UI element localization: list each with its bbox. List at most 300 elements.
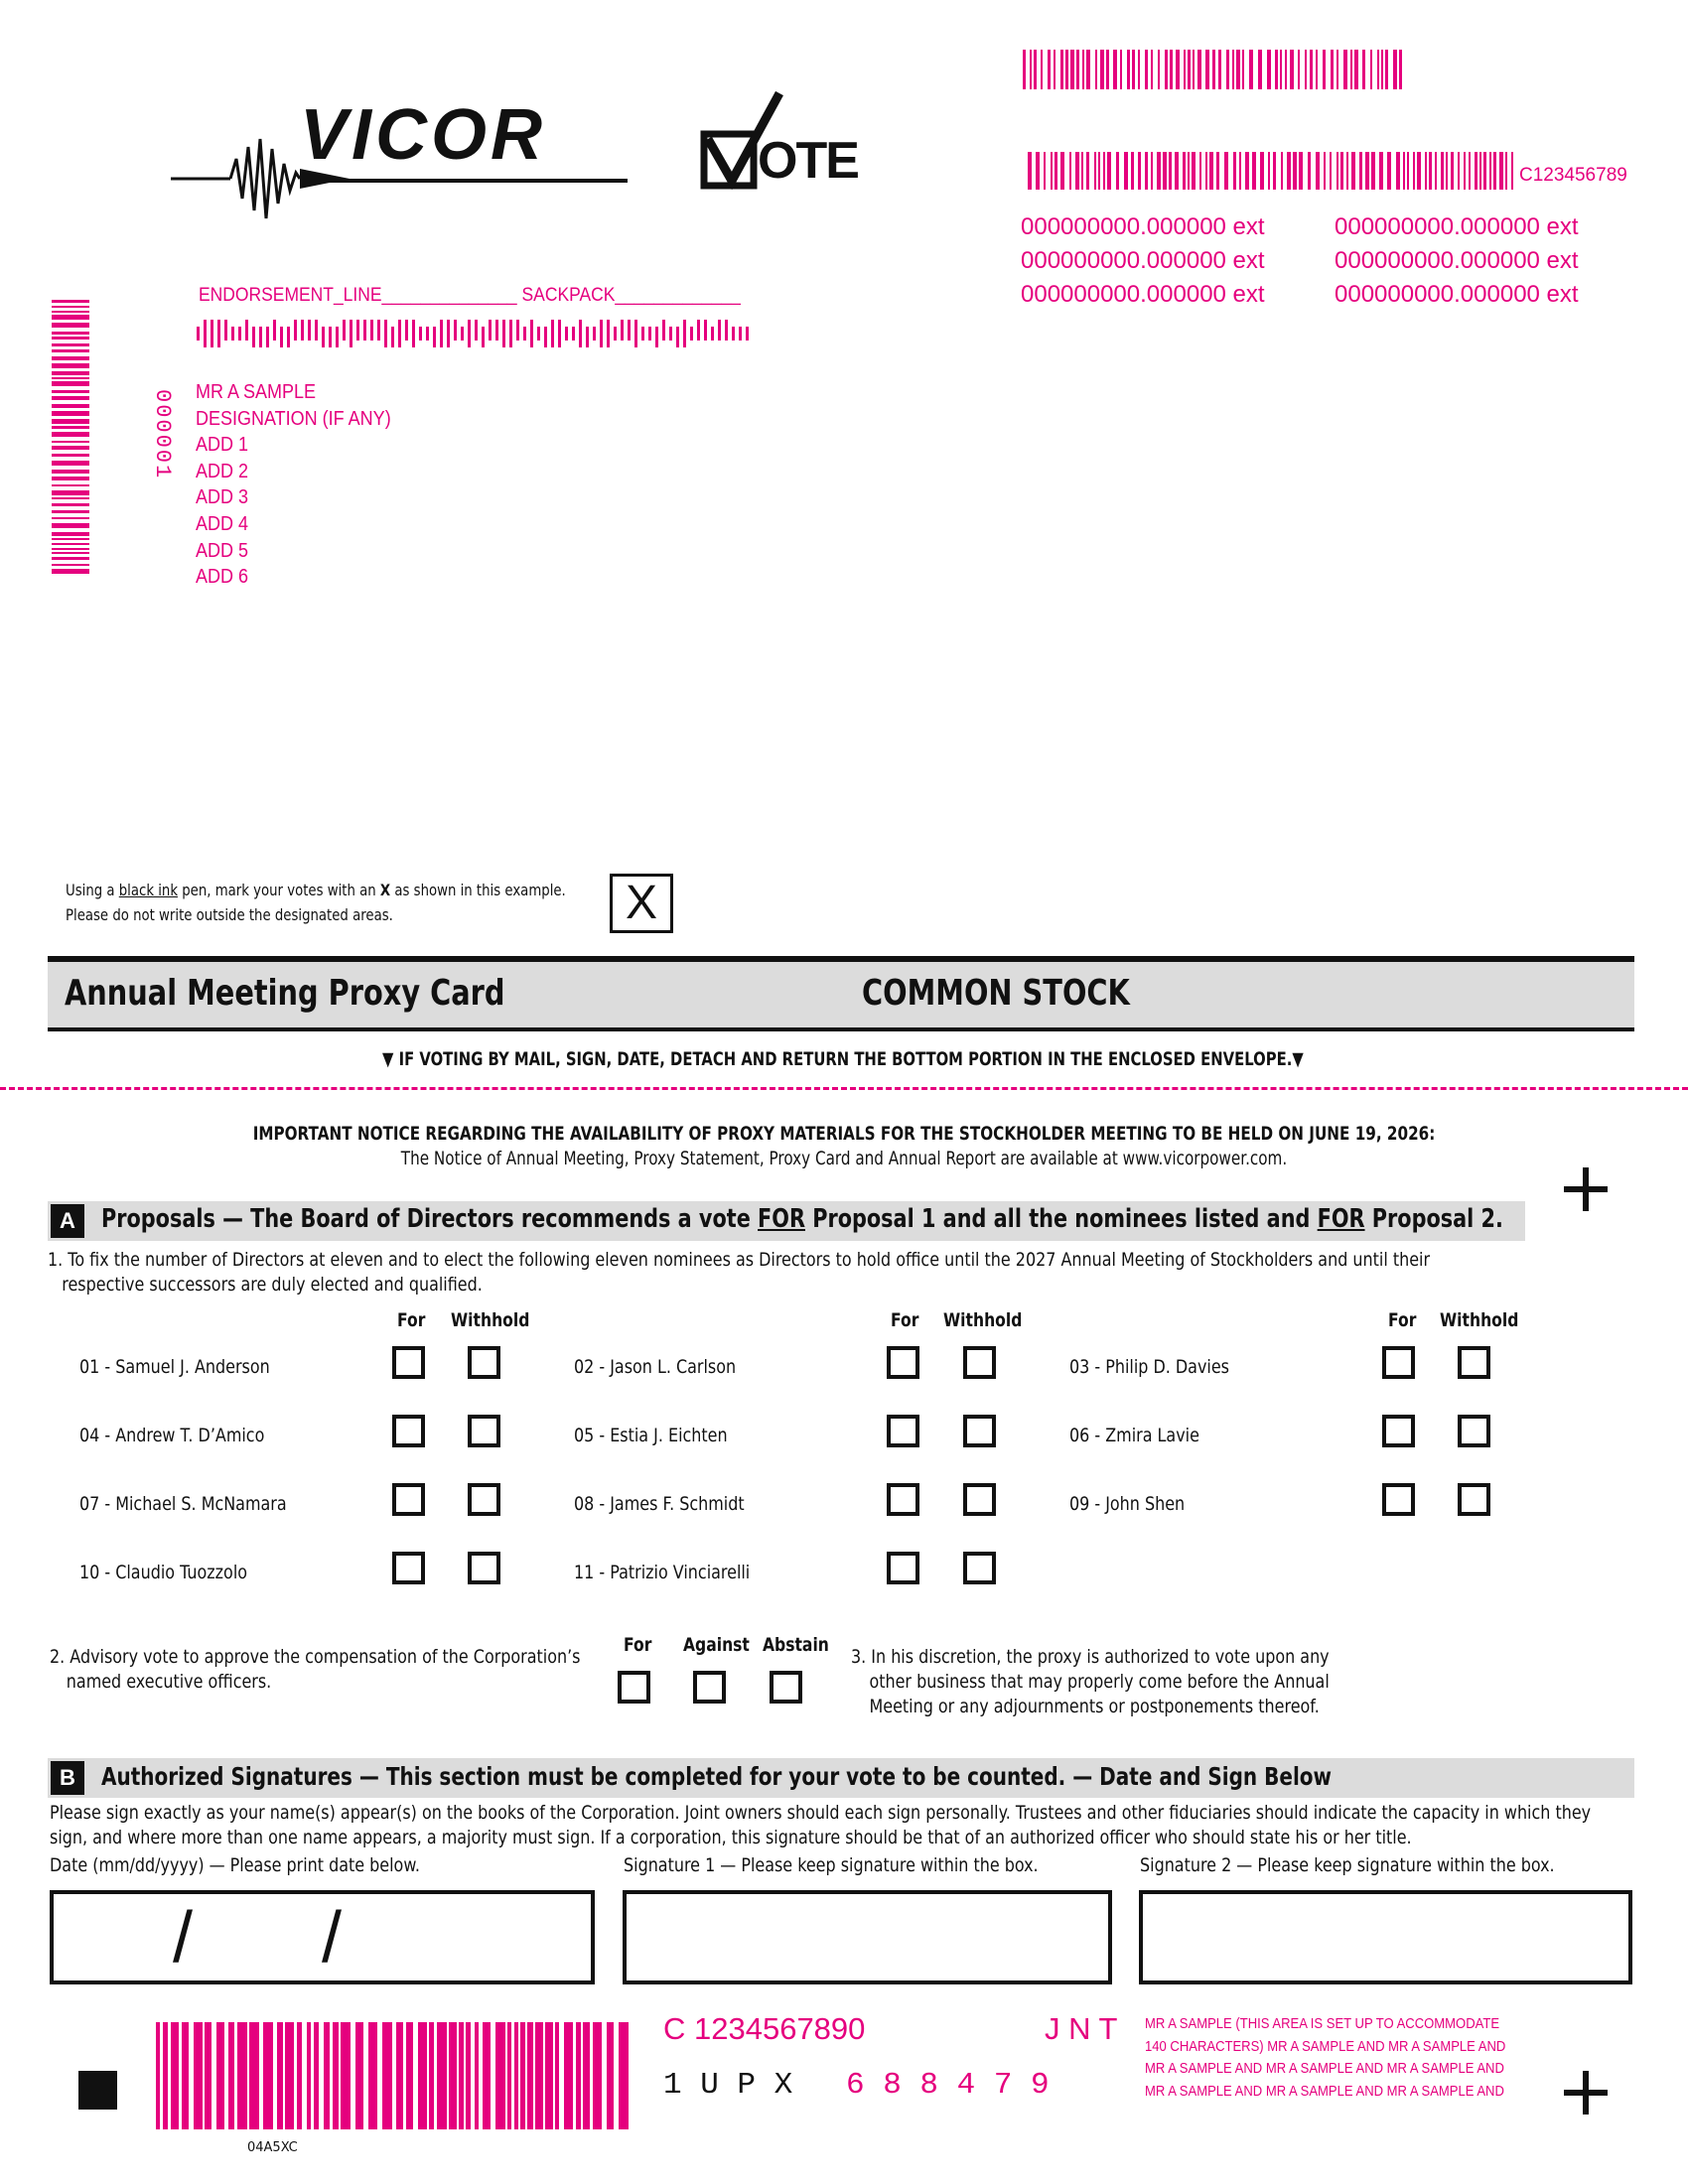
barcode-bar	[1127, 50, 1130, 89]
barcode-bar	[564, 2022, 573, 2129]
barcode-bar	[1258, 50, 1262, 89]
barcode-bar	[52, 371, 89, 375]
barcode-bar	[1287, 152, 1291, 190]
signature-2-box[interactable]	[1139, 1890, 1632, 1984]
barcode-bar	[52, 337, 89, 340]
barcode-bar	[454, 320, 457, 341]
barcode-bar	[1224, 152, 1228, 190]
barcode-bar	[217, 320, 220, 347]
example-mark-box: X	[610, 874, 673, 933]
nominee-06-withhold-checkbox[interactable]	[1458, 1415, 1490, 1447]
barcode-bar	[405, 320, 408, 341]
barcode-bar	[1070, 50, 1074, 89]
barcode-bar	[1393, 50, 1397, 89]
barcode-bar	[537, 327, 540, 341]
barcode-bar	[1354, 50, 1358, 89]
barcode-bar	[433, 327, 436, 347]
barcode-bar	[1299, 152, 1303, 190]
barcode-bar	[156, 2022, 160, 2129]
instruction-x: X	[379, 881, 391, 899]
notice-line-1: IMPORTANT NOTICE REGARDING THE AVAILABILITY OF PROXY MATERIALS FOR THE STOCKHOLDER MEETING TO BE HELD ON JUNE 19, 2026:	[252, 1123, 1436, 1145]
barcode-bar	[1362, 50, 1365, 89]
barcode-bar	[1308, 152, 1311, 190]
barcode-bar	[52, 517, 89, 519]
section-a-title	[101, 1204, 1503, 1234]
proposal-3-line: Meeting or any adjournments or postponements thereof.	[869, 1696, 1320, 1717]
barcode-bar	[1252, 152, 1256, 190]
sample-text-block	[1145, 2013, 1505, 2103]
barcode-bar	[1188, 50, 1191, 89]
section-b-body	[50, 1801, 1591, 1850]
barcode-bar	[1469, 152, 1471, 190]
sequence-number: 6 8 8 4 7 9	[846, 2068, 1050, 2103]
barcode-bar	[1197, 50, 1201, 89]
barcode-bar	[308, 320, 311, 341]
barcode-bar	[447, 320, 450, 347]
barcode-bar	[489, 320, 492, 341]
barcode-bar	[280, 327, 283, 347]
barcode-bar	[363, 320, 366, 341]
barcode-bar	[1324, 152, 1326, 190]
nominee-11-withhold-checkbox[interactable]	[963, 1552, 996, 1584]
barcode-bar	[1192, 152, 1196, 190]
proposal-1-line: 1. To fix the number of Directors at eleven and to elect the following eleven nominees as Directors to hold office until the 2027 Annual Meeting of Stockholders and until their	[48, 1249, 1431, 1271]
barcode-bar	[315, 320, 318, 341]
side-code: 000001	[150, 389, 175, 480]
nominee-06-for-checkbox[interactable]	[1382, 1415, 1415, 1447]
barcode-bar	[600, 320, 603, 347]
barcode-bar	[579, 320, 582, 347]
barcode-bar	[384, 320, 387, 347]
barcode-bar	[52, 543, 89, 545]
address-line: DESIGNATION (IF ANY)	[196, 407, 391, 430]
barcode-bar	[475, 2022, 479, 2129]
jnt-code: J N T	[1045, 2011, 1118, 2046]
form-code: 04A5XC	[247, 2140, 298, 2155]
plus-registration-icon	[1564, 1167, 1608, 1211]
barcode-bar	[231, 327, 234, 341]
nominee-10-withhold-checkbox[interactable]	[468, 1552, 500, 1584]
proposal-3-line: other business that may properly come before the Annual	[869, 1671, 1330, 1693]
barcode-bar	[565, 327, 568, 341]
second-barcode	[1028, 152, 1519, 190]
nominee-name: 11 - Patrizio Vinciarelli	[574, 1562, 751, 1583]
barcode-bar	[426, 327, 429, 341]
barcode-bar	[461, 327, 464, 341]
barcode-bar	[1350, 50, 1352, 89]
barcode-bar	[527, 2022, 533, 2129]
nominee-09-for-checkbox[interactable]	[1382, 1483, 1415, 1516]
nominee-04-withhold-checkbox[interactable]	[468, 1415, 500, 1447]
barcode-bar	[607, 2022, 614, 2129]
barcode-bar	[1055, 152, 1057, 190]
barcode-bar	[52, 441, 89, 443]
proposal-1-text	[48, 1248, 1430, 1297]
sample-text-line: MR A SAMPLE (THIS AREA IS SET UP TO ACCOMMODATE	[1145, 2016, 1500, 2032]
barcode-bar	[475, 320, 478, 341]
barcode-bar	[1124, 152, 1128, 190]
notice-line-2: The Notice of Annual Meeting, Proxy Statement, Proxy Card and Annual Report are available at www.vicorpower.com.	[400, 1148, 1288, 1169]
barcode-bar	[216, 2022, 224, 2129]
barcode-bar	[739, 327, 742, 341]
col-for: For	[891, 1309, 919, 1331]
barcode-bar	[1205, 152, 1207, 190]
nominee-08-for-checkbox[interactable]	[887, 1483, 919, 1516]
barcode-bar	[502, 320, 505, 347]
ext-line: 000000000.000000 ext	[1335, 247, 1579, 274]
barcode-bar	[1385, 50, 1388, 89]
instruction-line-2: Please do not write outside the designated areas.	[66, 905, 393, 924]
barcode-bar	[52, 311, 89, 313]
address-line: ADD 2	[196, 460, 249, 482]
triangle-down-icon: ▼	[382, 1048, 399, 1070]
barcode-bar	[1216, 152, 1219, 190]
barcode-bar	[514, 2022, 518, 2129]
barcode-bar	[52, 461, 89, 466]
nominee-10-for-checkbox[interactable]	[392, 1552, 425, 1584]
barcode-bar	[583, 2022, 590, 2129]
barcode-bar	[614, 327, 617, 341]
upx-code: 1 U P X	[663, 2068, 793, 2103]
barcode-bar	[324, 2022, 330, 2129]
barcode-bar	[52, 363, 89, 368]
sample-text-line: MR A SAMPLE AND MR A SAMPLE AND MR A SAMPLE AND	[1145, 2083, 1504, 2100]
barcode-bar	[52, 548, 89, 550]
vicor-logo-text: VICOR	[300, 95, 547, 175]
barcode-bar	[205, 2022, 211, 2129]
barcode-bar	[1399, 50, 1402, 89]
barcode-bar	[1381, 50, 1383, 89]
instruction-line-1	[66, 878, 566, 902]
barcode-bar	[507, 2022, 511, 2129]
barcode-bar	[1290, 50, 1294, 89]
barcode-bar	[52, 404, 89, 408]
nominee-name: 05 - Estia J. Eichten	[574, 1425, 728, 1446]
barcode-bar	[1323, 50, 1326, 89]
barcode-bar	[1336, 50, 1338, 89]
barcode-bar	[1107, 152, 1111, 190]
barcode-bar	[1298, 50, 1300, 89]
barcode-bar	[1086, 152, 1089, 190]
barcode-bar	[1293, 152, 1297, 190]
barcode-bar	[1163, 152, 1167, 190]
barcode-bar	[1365, 152, 1369, 190]
sample-text-line: 140 CHARACTERS) MR A SAMPLE AND MR A SAMPLE AND	[1145, 2038, 1506, 2055]
nominee-03-for-checkbox[interactable]	[1382, 1346, 1415, 1379]
barcode-bar	[1458, 152, 1460, 190]
barcode-bar	[1242, 50, 1244, 89]
ext-line: 000000000.000000 ext	[1335, 281, 1579, 308]
barcode-bar	[1425, 152, 1427, 190]
instruction-black-ink: black ink	[118, 881, 179, 899]
barcode-bar	[259, 327, 262, 347]
barcode-bar	[1475, 152, 1477, 190]
barcode-bar	[1086, 50, 1090, 89]
col-withhold: Withhold	[1440, 1309, 1519, 1331]
registration-square	[78, 2071, 117, 2110]
col-withhold: Withhold	[451, 1309, 530, 1331]
barcode-bar	[182, 2022, 189, 2129]
barcode-bar	[333, 2022, 339, 2129]
instruction-text: pen, mark your votes with an	[178, 881, 380, 899]
barcode-bar	[545, 2022, 553, 2129]
barcode-bar	[1446, 152, 1448, 190]
barcode-bar	[52, 510, 89, 513]
nominee-09-withhold-checkbox[interactable]	[1458, 1483, 1490, 1516]
card-title: Annual Meeting Proxy Card	[65, 973, 505, 1014]
account-code: C123456789	[1519, 165, 1627, 186]
nominee-name: 04 - Andrew T. D’Amico	[79, 1425, 265, 1446]
barcode-bar	[1346, 152, 1348, 190]
address-line: ADD 1	[196, 434, 249, 457]
barcode-bar	[52, 454, 89, 457]
barcode-bar	[301, 320, 304, 341]
proposal-2-against-checkbox[interactable]	[693, 1671, 726, 1704]
barcode-bar	[343, 320, 346, 341]
signature-1-label: Signature 1 — Please keep signature within the box.	[624, 1854, 1039, 1876]
section-a-for: FOR	[1317, 1204, 1365, 1234]
header-bottom-rule	[48, 1027, 1634, 1031]
barcode-bar	[1429, 152, 1432, 190]
stock-type: COMMON STOCK	[862, 973, 1130, 1014]
barcode-bar	[52, 426, 89, 429]
barcode-bar	[1169, 152, 1172, 190]
barcode-bar	[1205, 50, 1209, 89]
barcode-bar	[1170, 50, 1173, 89]
nominee-02-withhold-checkbox[interactable]	[963, 1346, 996, 1379]
barcode-bar	[1030, 50, 1032, 89]
barcode-bar	[52, 569, 89, 574]
barcode-bar	[52, 300, 89, 303]
nominee-04-for-checkbox[interactable]	[392, 1415, 425, 1447]
nominee-05-withhold-checkbox[interactable]	[963, 1415, 996, 1447]
barcode-bar	[245, 320, 248, 341]
barcode-bar	[238, 327, 241, 341]
barcode-bar	[1273, 152, 1276, 190]
section-b-letter: B	[51, 1761, 84, 1795]
barcode-bar	[1145, 50, 1148, 89]
endorsement-line: ENDORSEMENT_LINE______________ SACKPACK_____________	[199, 285, 741, 306]
barcode-bar	[1028, 152, 1032, 190]
barcode-bar	[1184, 50, 1186, 89]
section-b-body-line: Please sign exactly as your name(s) appear(s) on the books of the Corporation. Joint owners should each sign personally. Trustees and other fiduciaries should indicate the capacity in which they	[50, 1802, 1592, 1824]
barcode-bar	[204, 320, 207, 347]
barcode-bar	[523, 327, 526, 341]
barcode-bar	[704, 320, 707, 341]
ext-lines-right	[1335, 210, 1579, 312]
ext-line: 000000000.000000 ext	[1021, 281, 1265, 308]
barcode-bar	[52, 538, 89, 540]
barcode-bar	[52, 356, 89, 360]
proposal-1-line: respective successors are duly elected and qualified.	[62, 1274, 483, 1296]
barcode-bar	[224, 320, 227, 341]
barcode-bar	[52, 470, 89, 474]
address-line: ADD 3	[196, 486, 249, 509]
detach-line	[0, 1087, 1688, 1090]
barcode-bar	[1316, 50, 1318, 89]
barcode-bar	[1218, 50, 1221, 89]
barcode-bar	[495, 320, 498, 341]
barcode-bar	[1331, 50, 1334, 89]
barcode-bar	[1305, 50, 1307, 89]
date-separator: /	[322, 1898, 343, 1978]
barcode-bar	[52, 349, 89, 352]
barcode-bar	[711, 327, 714, 341]
barcode-bar	[1396, 152, 1400, 190]
barcode-bar	[483, 2022, 491, 2129]
signature-1-box[interactable]	[623, 1890, 1112, 1984]
barcode-bar	[368, 2022, 377, 2129]
barcode-bar	[1260, 152, 1264, 190]
barcode-bar	[1106, 50, 1109, 89]
barcode-bar	[52, 484, 89, 486]
barcode-bar	[1116, 152, 1119, 190]
barcode-bar	[1267, 50, 1271, 89]
barcode-bar	[1511, 152, 1513, 190]
barcode-bar	[509, 320, 512, 347]
barcode-bar	[307, 2022, 311, 2129]
proposal-2-for-checkbox[interactable]	[618, 1671, 650, 1704]
barcode-bar	[1151, 50, 1153, 89]
barcode-bar	[544, 327, 547, 347]
barcode-bar	[1280, 50, 1282, 89]
nominee-08-withhold-checkbox[interactable]	[963, 1483, 996, 1516]
barcode-bar	[377, 320, 380, 341]
barcode-bar	[1370, 50, 1372, 89]
barcode-bar	[1379, 152, 1383, 190]
barcode-bar	[1120, 50, 1122, 89]
control-number: C 1234567890	[663, 2011, 866, 2046]
barcode-bar	[1034, 50, 1037, 89]
barcode-bar	[52, 477, 89, 480]
barcode-bar	[194, 2022, 203, 2129]
nominee-name: 07 - Michael S. McNamara	[79, 1493, 287, 1515]
barcode-bar	[437, 2022, 447, 2129]
section-b-body-line: sign, and where more than one name appears, a majority must sign. If a corporation, this signature should be that of an authorized officer who should state his or her title.	[50, 1827, 1412, 1848]
barcode-bar	[1041, 50, 1043, 89]
barcode-bar	[228, 2022, 234, 2129]
address-line: ADD 6	[196, 566, 249, 589]
barcode-bar	[1483, 152, 1486, 190]
barcode-bar	[619, 2022, 629, 2129]
nominee-01-withhold-checkbox[interactable]	[468, 1346, 500, 1379]
barcode-bar	[406, 2022, 413, 2129]
nominee-02-for-checkbox[interactable]	[887, 1346, 919, 1379]
nominee-name: 08 - James F. Schmidt	[574, 1493, 745, 1515]
address-line: MR A SAMPLE	[196, 381, 317, 403]
vicor-logo	[171, 94, 628, 233]
sample-text-line: MR A SAMPLE AND MR A SAMPLE AND MR A SAMPLE AND	[1145, 2061, 1504, 2077]
proposal-2-abstain-checkbox[interactable]	[770, 1671, 802, 1704]
barcode-bar	[52, 497, 89, 499]
date-input-box[interactable]	[50, 1890, 595, 1984]
nominee-03-withhold-checkbox[interactable]	[1458, 1346, 1490, 1379]
barcode-bar	[52, 323, 89, 328]
nominee-05-for-checkbox[interactable]	[887, 1415, 919, 1447]
barcode-bar	[1268, 152, 1270, 190]
barcode-bar	[52, 552, 89, 554]
section-a-letter: A	[51, 1204, 84, 1238]
barcode-bar	[1036, 152, 1040, 190]
barcode-bar	[52, 377, 89, 379]
barcode-bar	[419, 327, 422, 341]
barcode-bar	[1082, 50, 1084, 89]
barcode-bar	[171, 2022, 179, 2129]
plus-registration-icon	[1564, 2071, 1608, 2115]
barcode-bar	[294, 320, 297, 341]
barcode-bar	[1199, 152, 1201, 190]
barcode-bar	[732, 327, 735, 341]
nominee-07-withhold-checkbox[interactable]	[468, 1483, 500, 1516]
nominee-name: 01 - Samuel J. Anderson	[79, 1356, 270, 1378]
barcode-bar	[266, 327, 269, 347]
barcode-bar	[52, 557, 89, 560]
barcode-bar	[1275, 50, 1278, 89]
top-barcode	[1023, 50, 1405, 89]
barcode-bar	[1403, 152, 1405, 190]
barcode-bar	[52, 432, 89, 437]
barcode-bar	[52, 523, 89, 528]
barcode-bar	[1158, 50, 1160, 89]
barcode-bar	[697, 320, 700, 341]
barcode-bar	[52, 532, 89, 536]
barcode-bar	[576, 2022, 581, 2129]
barcode-bar	[322, 327, 325, 347]
barcode-bar	[1175, 152, 1179, 190]
barcode-bar	[1103, 152, 1105, 190]
barcode-bar	[1183, 152, 1186, 190]
barcode-bar	[1285, 50, 1287, 89]
date-separator: /	[173, 1898, 194, 1978]
section-a-title-text: Proposal 2.	[1364, 1204, 1503, 1234]
barcode-bar	[1069, 152, 1071, 190]
barcode-bar	[52, 503, 89, 506]
barcode-bar	[593, 2022, 602, 2129]
barcode-bar	[1387, 152, 1391, 190]
footer-barcode	[156, 2022, 633, 2129]
barcode-bar	[1094, 152, 1096, 190]
nominee-11-for-checkbox[interactable]	[887, 1552, 919, 1584]
barcode-bar	[1493, 152, 1496, 190]
marking-instructions	[66, 878, 566, 927]
barcode-bar	[382, 2022, 392, 2129]
proposal-2-text	[50, 1645, 580, 1695]
barcode-bar	[237, 2022, 247, 2129]
barcode-bar	[52, 343, 89, 346]
barcode-bar	[277, 2022, 283, 2129]
barcode-bar	[495, 2022, 505, 2129]
barcode-bar	[1343, 50, 1347, 89]
date-label: Date (mm/dd/yyyy) — Please print date below.	[50, 1854, 420, 1876]
barcode-bar	[535, 2022, 543, 2129]
address-block	[196, 379, 413, 591]
barcode-bar	[1100, 50, 1104, 89]
barcode-bar	[252, 327, 255, 347]
barcode-bar	[662, 320, 665, 341]
barcode-bar	[628, 320, 631, 341]
barcode-bar	[287, 327, 290, 347]
barcode-bar	[396, 2022, 403, 2129]
p2-col-against: Against	[683, 1634, 750, 1656]
nominee-07-for-checkbox[interactable]	[392, 1483, 425, 1516]
barcode-bar	[516, 320, 519, 341]
barcode-bar	[336, 327, 339, 347]
col-for: For	[1388, 1309, 1417, 1331]
barcode-bar	[398, 320, 401, 347]
barcode-bar	[249, 2022, 259, 2129]
nominee-01-for-checkbox[interactable]	[392, 1346, 425, 1379]
barcode-bar	[641, 327, 644, 341]
